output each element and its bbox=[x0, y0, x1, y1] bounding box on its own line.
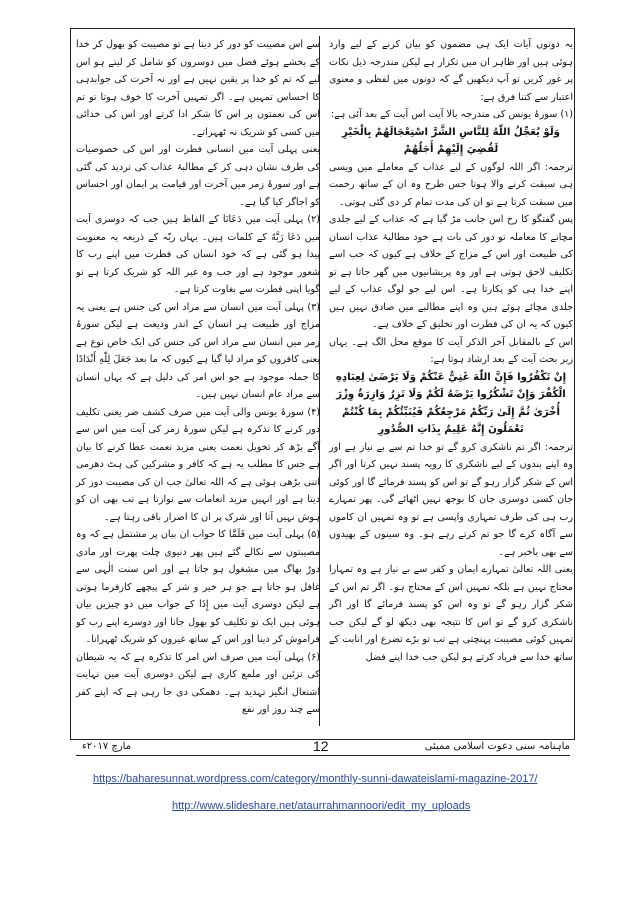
slideshare-link[interactable]: http://www.slideshare.net/ataurrahmannoori/edit_my_uploads bbox=[172, 800, 471, 812]
paragraph: یعنی پہلی آیت میں انسانی فطرت اور اس کی خصوصیات کی طرف نشان دہی کر کے مطالبۂ عذاب کی تردید کی گئی ہے اور سورۂ زمر میں آخرت اور قیامت پر ایمان اور احساس کو اجاگر کیا گیا ہے۔ bbox=[76, 144, 320, 208]
paragraph: (۶) پہلی آیت میں صرف اس امر کا تذکرہ ہے کہ یہ شیطان کی تزئین اور ملمع کاری ہے لیکن دوسری آیت میں نہایت اشتعال انگیز تہدید ہے۔ دھمکی دی جا رہی ہے کہ اپنے کفر سے چند روز اور نفع bbox=[76, 651, 320, 715]
page-footer bbox=[76, 738, 570, 758]
translation: ترجمہ: اگر تم ناشکری کرو گے تو خدا تم سے بے نیاز ہے اور وہ اپنے بندوں کے لیے ناشکری کا رویہ پسند نہیں کرتا اور اگر اس کے شکر گزار رہو گے تو اس کو پسند فرمائے گا اور کوئی جان کسی دوسری جان کا بوجھ نہیں اٹھائے گی۔ پھر تمہارے رب ہی کی طرف تمہاری واپسی ہے تو وہ تمہیں ان کاموں سے آگاہ کرے گا جو تم کرتے رہے ہو۔ وہ سینوں کے بھیدوں سے بھی باخبر ہے۔ bbox=[329, 441, 573, 558]
page-number: 12 bbox=[313, 738, 329, 754]
paragraph: یہ دونوں آیات ایک ہی مضمون کو بیان کرنے کے لیے وارد ہوئی ہیں اور ظاہر ان میں تکرار ہے لیکن مندرجہ ذیل نکات پر غور کریں تو آپ دیکھیں گے کہ دونوں میں لفظی و معنوی اعتبار سے کتنا فرق ہے: bbox=[329, 39, 573, 103]
paragraph: پس گفتگو کا رخ اس جانب مڑ گیا ہے کہ عذاب کے لیے جلدی مچانے کا معاملہ تو دور کی بات ہے خود مطالبۂ عذاب انسان کی طبیعت اور اس کے مزاج کے خلاف ہے کیوں کہ جب اسے تکلیف لاحق ہوتی ہے اور وہ پریشانیوں میں گھر جاتا ہے تو اپنے خدا ہی کو پکارتا ہے۔ اس لیے جو لوگ عذاب کے لیے جلدی مچائے ہوئے ہیں وہ اپنے مطالبے میں صادق نہیں ہیں کیوں کہ یہ ان کی فطرت اور تخلیق کے خلاف ہے۔ bbox=[329, 214, 573, 330]
quran-verse: وَلَوْ يُعَجِّلُ اللّٰهُ لِلنَّاسِ الشَّرَّ اسْتِعْجَالَهُمْ بِالْخَيْرِ لَقُضِيَ إِلَيْهِمْ أَجَلُهُمْ bbox=[342, 126, 560, 155]
left-column bbox=[76, 36, 320, 719]
quran-verse: إِنْ تَكْفُرُوا فَإِنَّ اللّٰهَ غَنِيٌّ عَنْكُمْ وَلَا يَرْضَىٰ لِعِبَادِهِ الْكُفْرَ وَإِنْ تَشْكُرُوا يَرْضَهُ لَكُمْ وَلَا تَزِرُ وَازِرَةٌ وِزْرَ أُخْرَىٰ ثُمَّ إِلَىٰ رَبِّكُمْ مَرْجِعُكُمْ فَيُنَبِّئُكُمْ بِمَا كُنْتُمْ تَعْمَلُونَ إِنَّهُ عَلِيمٌ بِذَاتِ الصُّدُورِ bbox=[335, 371, 567, 435]
paragraph: اس کے بالمقابل آخر الذکر آیت کا موقع محل الگ ہے۔ یہاں زیر بحث آیت کے بعد ارشاد ہوتا ہے: bbox=[329, 336, 573, 365]
magazine-title: ماہنامہ سنی دعوت اسلامی ممبئی bbox=[424, 741, 570, 752]
wordpress-link[interactable]: https://baharesunnat.wordpress.com/category/monthly-sunni-dawateislami-magazine-2017/ bbox=[93, 773, 538, 785]
paragraph: (۱) سورۂ یونس کی مندرجہ بالا آیت اس آیت کے بعد آئی ہے: bbox=[330, 109, 573, 120]
translation: ترجمہ: اگر اللہ لوگوں کے لیے عذاب کے معاملے میں ویسی ہی سبقت کرنے والا ہوتا جس طرح وہ ان کے ساتھ رحمت میں سبقت کرتا ہے تو ان کی مدت تمام کر دی گئی ہوتی۔ bbox=[329, 161, 573, 208]
paragraph: (۵) پہلی آیت میں فَلَمَّا کا جواب ان بیان پر مشتمل ہے کہ وہ مصیبتوں سے نکالے گئے ہیں پھر دنیوی چلت پھرت اور مادی دوڑ بھاگ میں مشغول ہو جاتا ہے اور اس سنت الٰہی سے غافل ہو جاتا ہے جو ہر خیر و شر کے پیچھے کارفرما ہوتی ہے لیکن دوسری آیت میں إِذَا کے جواب میں دو چیزیں بیان ہوئی ہیں ایک تو تکلیف کو بھول جانا اور دوسرے اپنے رب کو فراموش کر دینا اور اس کے ساتھ غیروں کو شریک ٹھہرانا۔ bbox=[76, 529, 320, 645]
paragraph: سے اس مصیبت کو دور کر دیتا ہے تو مصیبت کو بھول کر خدا کے بخشے ہوئے فضل میں دوسروں کو شامل کر لیتے ہو اس لیے کہ تم کو خدا پر یقین نہیں ہے اور نہ آخرت کی جوابدہی کا احساس تمہیں ہے۔ اگر تمہیں آخرت کا خوف ہوتا تو تم اس کی نعمتوں پر اس کا شکر ادا کرتے اور اس کی خدائی میں کسی کو شریک نہ ٹھہراتے۔ bbox=[76, 39, 320, 138]
paragraph: (۲) پہلی آیت میں دَعَانَا کے الفاظ ہیں جب کہ دوسری آیت میں دَعَا رَبَّهُ کے کلمات ہیں۔ یہاں ربّہ کے ذریعہ یہ معنویت پیدا ہو گئی ہے کہ خود انسان کی فطرت میں اپنے رب کا شعور موجود ہے اور جب وہ غیر اللہ کو شریک کرتا ہے تو گویا اپنی فطرت سے بغاوت کرتا ہے۔ bbox=[76, 214, 320, 295]
paragraph: (۴) سورۂ یونس والی آیت میں صرف کشف ضر یعنی تکلیف دور کرنے کا تذکرہ ہے لیکن سورۂ زمر کی آیت میں اس سے آگے بڑھ کر تخویل نعمت یعنی مزید نعمت عطا کرنے کا بیان ہے جس کا مطلب یہ ہے کہ کافر و مشرکین کی ہٹ دھرمی اتنی بڑھی ہوئی ہے کہ اللہ تعالیٰ جب ان کی مصیبت دور کر دیتا ہے اور انہیں مزید انعامات سے نوازتا ہے تب بھی ان کو ہوش نہیں آتا اور شرک پر ان کا اصرار باقی رہتا ہے۔ bbox=[76, 406, 320, 523]
paragraph: یعنی اللہ تعالیٰ تمہارے ایمان و کفر سے بے نیاز ہے وہ تمہارا محتاج نہیں ہے بلکہ تمہیں اس کے محتاج ہو۔ اگر تم اس کے شکر گزار رہو گے تو وہ اس کو پسند فرمائے گا اور اگر ناشکری کرو گے تو اس کا نتیجہ بھی دیکھ لو گے لیکن جب تمہیں کوئی مصیبت پہنچتی ہے تب تو بڑے تضرع اور انابت کے ساتھ خدا سے فریاد کرتے ہو لیکن جب خدا اپنے فضل bbox=[329, 564, 573, 663]
footer-rule bbox=[76, 755, 570, 756]
issue-date: مارچ ۲۰۱۷ء bbox=[82, 741, 132, 752]
paragraph: (۳) پہلی آیت میں انسان سے مراد اس کی جنس ہے یعنی یہ مزاج اور طبیعت ہر انسان کے اندر ودیعت ہے لیکن سورۂ زمر میں انسان سے مراد اس کی جنس کی ایک خاص نوع ہے یعنی کافروں کو مراد لیا گیا ہے کیوں کہ ما بعد جَعَلَ لِلّٰهِ أَنْدَادًا کا جملہ موجود ہے جو اس امر کی دلیل ہے کہ یہاں انسان سے مراد عام انسان نہیں ہیں۔ bbox=[76, 301, 320, 400]
right-column bbox=[329, 36, 573, 666]
